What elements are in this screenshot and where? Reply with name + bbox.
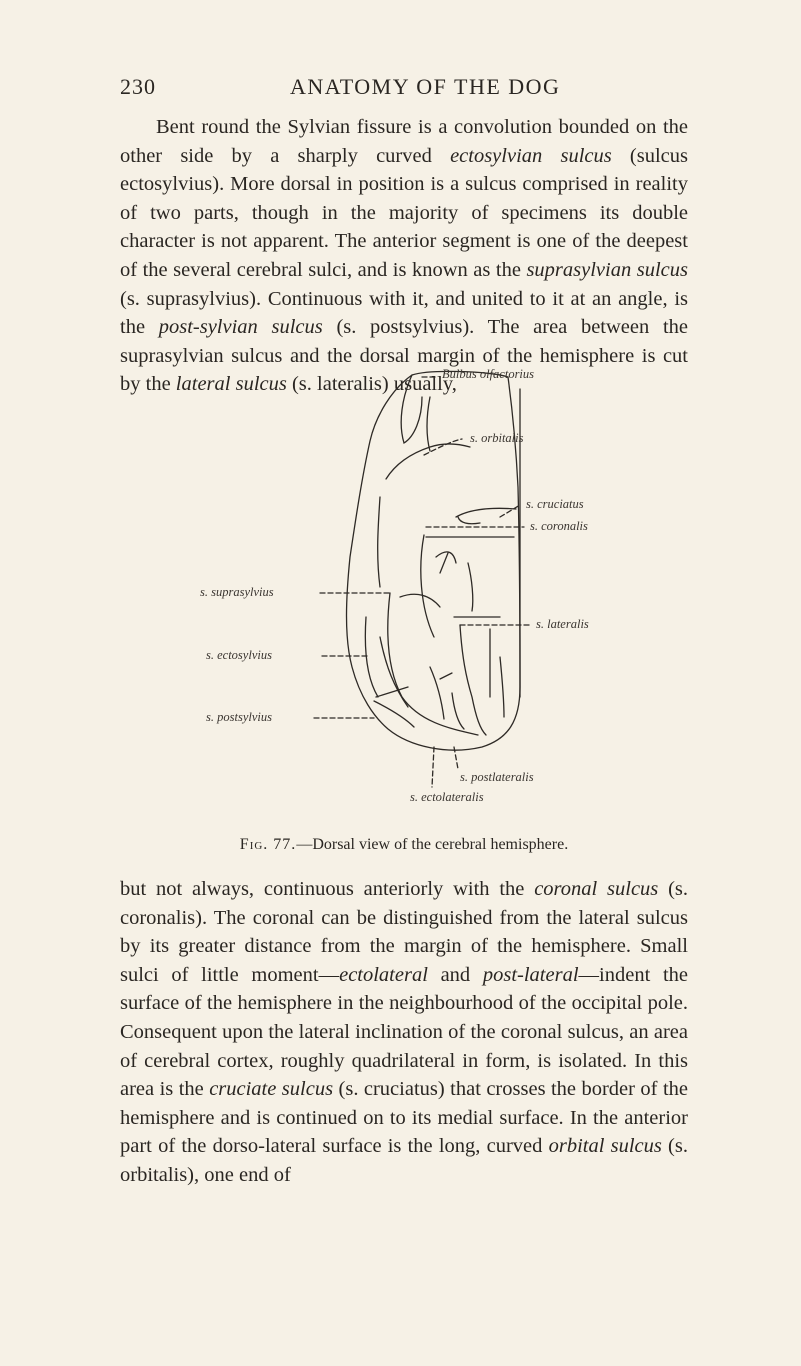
orbital-sulcus: [386, 444, 470, 479]
olfactory-bulb: [401, 375, 422, 443]
text-run: (s. postsylvius). The area between the suprasylvian sulcus and the dorsal margin of the hemisphere is cut by the: [120, 316, 688, 396]
ectosylvian-sulcus: [365, 617, 378, 697]
page-number: 230: [120, 74, 156, 99]
lateral-sulcus: [460, 625, 486, 735]
text-run: (sulcus ectosylvius). More dorsal in position is a sulcus comprised in reality of two parts, though in the majority of specimens its double character is not apparent. The anterior segment is one of the deepest of the several cerebral sulci, and is known as the: [120, 144, 689, 281]
text-run: (s. suprasylvius). Continuous with it, and united to it at an angle, is the: [120, 287, 688, 339]
label-postsylvius: s. postsylvius: [206, 710, 272, 724]
label-cruciatus: s. cruciatus: [526, 497, 584, 511]
text-run: (s. orbitalis), one end of: [120, 1135, 688, 1186]
paragraph-2: [120, 875, 688, 1190]
label-suprasylvius: s. suprasylvius: [200, 585, 274, 599]
caption-label: Fig. 77.: [239, 836, 297, 853]
leader-cruciatus: [500, 505, 520, 517]
term-lateral: lateral sulcus: [175, 373, 287, 396]
label-lateralis: s. lateralis: [536, 617, 589, 631]
label-coronalis: s. coronalis: [530, 519, 588, 533]
paragraph-1: [120, 113, 688, 399]
hemisphere-outline: [347, 371, 521, 750]
label-orbitalis: s. orbitalis: [470, 431, 524, 445]
running-title: ANATOMY OF THE DOG: [290, 74, 561, 99]
term-ectolateral: ectolateral: [339, 963, 428, 986]
term-orbital: orbital sulcus: [548, 1135, 662, 1158]
text-run: (s. cruciatus) that crosses the border of the hemisphere and is continued on to its medial surface. In the anterior part of the dorso-lateral surface is the long, curved: [120, 1078, 688, 1158]
term-post-sylvian: post-sylvian sulcus: [158, 316, 323, 339]
figure-caption: [120, 836, 688, 854]
label-postlateralis: s. postlateralis: [460, 770, 534, 784]
term-post-lateral: post-lateral: [482, 963, 579, 986]
text-run: —indent the surface of the hemisphere in the neighbourhood of the occipital pole. Consequent upon the lateral inclination of the coronal sulcus, an area of cerebral cortex, roughly quadrilateral in form, is isolated. In this area is the: [120, 963, 688, 1101]
leader-ectolateralis: [432, 747, 434, 787]
label-ectosylvius: s. ectosylvius: [206, 648, 272, 662]
running-header: [120, 74, 680, 110]
text-run: but not always, continuous anteriorly with the: [120, 878, 535, 900]
brain-figure: [190, 367, 660, 837]
term-suprasylvian: suprasylvian sulcus: [526, 258, 688, 281]
label-ectolateralis: s. ectolateralis: [410, 790, 484, 804]
label-bulbus-olfactorius: Bulbus olfactorius: [442, 367, 535, 381]
text-run: (s. coronalis). The coronal can be distinguished from the lateral sulcus by its greater distance from the margin of the hemisphere. Small sulci of little moment—: [120, 878, 688, 986]
text-run: (s. lateralis) usually,: [286, 373, 457, 396]
term-coronal: coronal sulcus: [534, 878, 659, 900]
hemisphere-drawing: [190, 367, 660, 837]
term-cruciate: cruciate sulcus: [209, 1078, 334, 1101]
caption-text: —Dorsal view of the cerebral hemisphere.: [296, 836, 569, 853]
text-run: and: [427, 963, 483, 986]
text-run: Bent round the Sylvian fissure is a convolution bounded on the other side by a sharply curved: [120, 116, 688, 167]
term-ectosylvian: ectosylvian sulcus: [450, 144, 612, 167]
